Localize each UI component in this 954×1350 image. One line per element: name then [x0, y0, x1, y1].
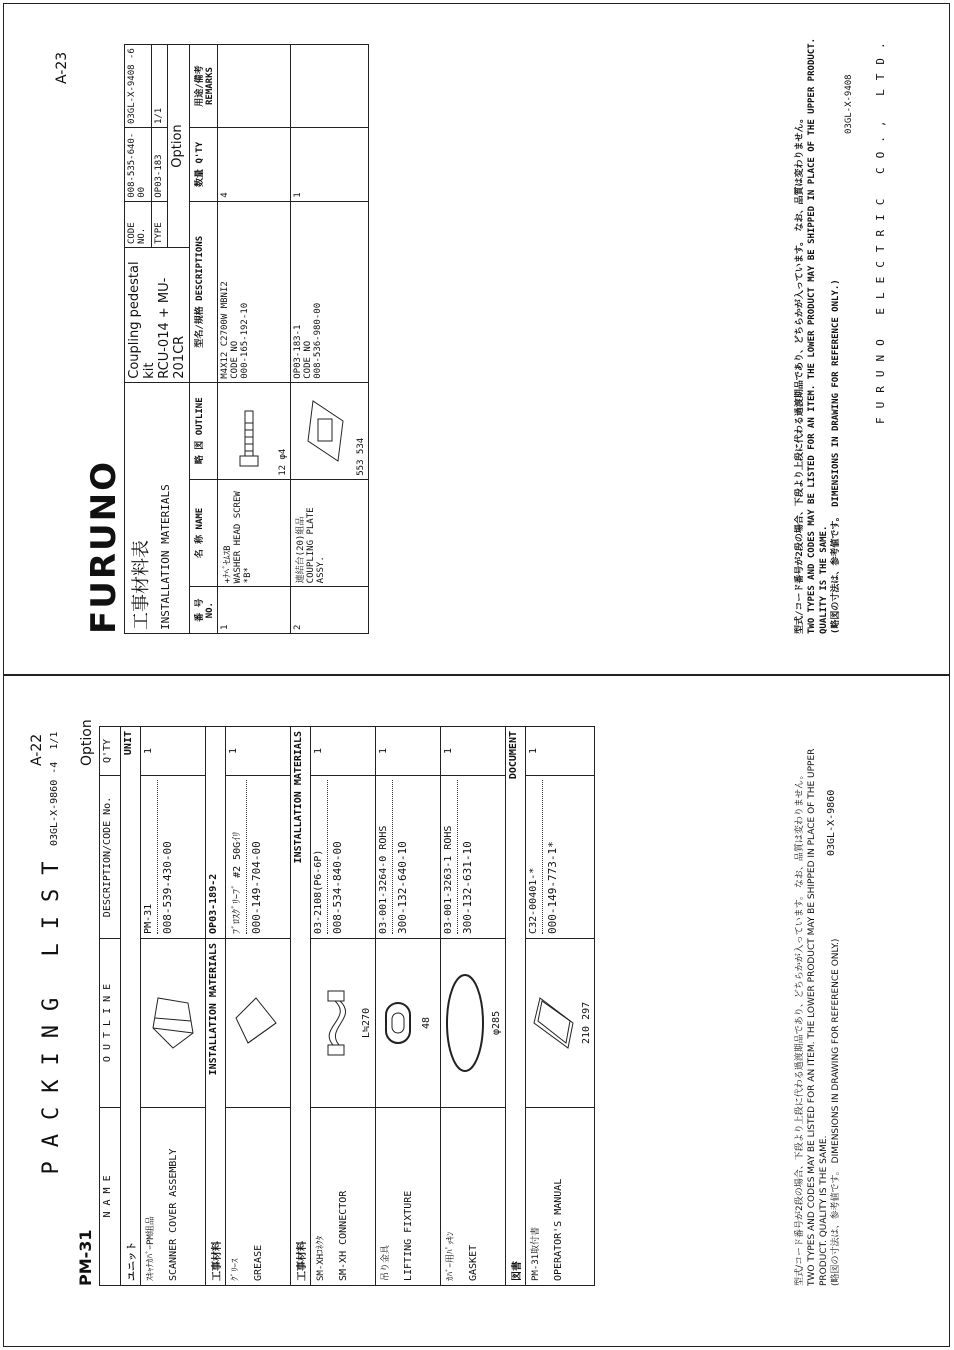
connector-cable-icon — [313, 983, 358, 1063]
code-value: 008-534-840-00 — [331, 841, 344, 934]
item-qty: 1 — [226, 727, 291, 776]
item-qty: 1 — [441, 727, 506, 776]
category-jp: 工事材料 — [212, 1241, 223, 1281]
grease-pack-icon — [228, 983, 283, 1063]
category-en: UNIT — [123, 731, 134, 756]
bottom-code: 03GL-X-9408 — [844, 74, 854, 134]
item-qty: 1 — [376, 727, 441, 776]
doc-code: 03GL-X-9408 -6 — [125, 45, 152, 128]
note-en: TWO TYPES AND CODES MAY BE LISTED FOR AN ITEM. THE LOWER PRODUCT MAY BE SHIPPED IN PLACE OF THE UPPER PRODUCT. QUALITY IS THE SAME. — [807, 748, 829, 1286]
item-jp: ｶﾊﾞｰ用ﾊﾟｯｷﾝ — [446, 1231, 456, 1281]
code-value: 300-132-640-10 — [396, 841, 409, 934]
code-value: 000-165-192-10 — [240, 302, 250, 379]
scanner-cover-icon — [143, 983, 198, 1063]
code-value: 300-132-631-10 — [461, 841, 474, 934]
code-label: CODE NO — [230, 340, 240, 379]
item-qty: 1 — [291, 128, 369, 202]
outline-note: L≒270 — [361, 1007, 372, 1038]
item-jp: ｸﾞﾘｰｽ — [231, 1258, 241, 1281]
desc-text: 03-001-3263-1 ROHS — [443, 780, 458, 934]
notes — [794, 34, 842, 634]
category-en: INSTALLATION MATERIALS — [293, 731, 304, 864]
table-row — [441, 727, 506, 1286]
page-number: A-23 — [54, 51, 70, 84]
category-jp: 図書 — [512, 1261, 523, 1281]
option-label: Option — [168, 45, 190, 248]
code-value: 008-539-430-00 — [161, 841, 174, 934]
item-desc — [218, 201, 291, 382]
item-remarks — [291, 45, 369, 128]
item-name — [218, 479, 291, 587]
outline-note: 12 φ4 — [278, 448, 288, 476]
model-name: PM-31 — [76, 1229, 95, 1286]
page-number: A-22 — [29, 733, 45, 766]
doc-code: 03GL-X-9860 -4 1/1 — [49, 731, 60, 846]
table-row — [226, 727, 291, 1286]
header-outline: 略 図 OUTLINE — [190, 382, 218, 479]
item-outline — [291, 382, 369, 479]
header-qty: 数量 Q'TY — [190, 128, 218, 202]
note-ref: (略図の寸法は、参考値です。 DIMENSIONS IN DRAWING FOR REFERENCE ONLY.) — [831, 279, 841, 634]
item-jp: SM-XHｺﾈｸﾀ — [316, 1235, 326, 1281]
item-en: SM-XH CONNECTOR — [338, 1190, 349, 1281]
item-en: OPERATOR'S MANUAL — [553, 1178, 564, 1281]
header-description: DESCRIPTION/CODE No. — [100, 776, 121, 939]
packing-list-sheet — [3, 675, 950, 1347]
table-row — [291, 45, 369, 634]
desc-text: PM-31 — [143, 780, 158, 934]
code-label: CODE NO — [303, 340, 313, 379]
installation-materials-panel — [24, 24, 924, 654]
item-en: SCANNER COVER ASSEMBLY — [168, 1148, 179, 1281]
item-jp: 吊り金具 — [381, 1244, 391, 1281]
type-value: OP03-183 — [152, 128, 168, 202]
table-row — [141, 727, 206, 1286]
type-label: TYPE — [152, 201, 168, 247]
gasket-icon — [443, 968, 488, 1078]
jp-title: 工事材料表 — [131, 540, 152, 630]
category-row — [121, 727, 141, 1286]
category-row — [291, 727, 311, 1286]
item-qty: 1 — [311, 727, 376, 776]
category-row — [506, 727, 526, 1286]
item-remarks — [218, 45, 291, 128]
desc-text: 03-001-3264-0 ROHS — [378, 780, 393, 934]
furuno-logo: FURUNO — [84, 460, 124, 634]
lifting-fixture-icon — [378, 983, 418, 1063]
item-outline — [218, 382, 291, 479]
item-jp: ｽｷｬﾅｶﾊﾞｰPM組品 — [146, 1216, 156, 1281]
item-en: COUPLING PLATE ASSY. — [306, 507, 326, 584]
item-no: 1 — [218, 587, 291, 634]
header-no: 番 号 NO. — [190, 587, 218, 634]
item-en: WASHER HEAD SCREW *B* — [233, 491, 253, 584]
title-cell — [125, 382, 190, 633]
category-jp: ユニット — [127, 1241, 138, 1281]
item-qty: 1 — [526, 727, 595, 776]
sheet-number: 1/1 — [152, 45, 168, 128]
packing-list-panel — [24, 696, 924, 1326]
header-desc: 型名/規格 DESCRIPTIONS — [190, 201, 218, 382]
desc-text: ﾌﾞﾛｽｸﾞﾘｰﾌﾞ #2 50Gｲﾘ — [228, 780, 247, 934]
outline-note: φ285 — [491, 1010, 502, 1035]
item-qty: 1 — [141, 727, 206, 776]
kit-cell — [125, 248, 190, 383]
header-name: 名 称 NAME — [190, 479, 218, 587]
header-outline: O U T L I N E — [100, 938, 121, 1107]
screw-icon — [220, 386, 275, 476]
code-value: 000-149-704-00 — [250, 841, 263, 934]
packing-table — [99, 726, 595, 1286]
item-name — [291, 479, 369, 587]
kit-model: RCU-014 + MU-201CR — [157, 277, 187, 379]
category-row — [206, 727, 226, 1286]
item-jp: PM-31取付書 — [531, 1226, 541, 1281]
option-label: Option — [79, 719, 95, 766]
category-code: OP03-189-2 — [206, 727, 226, 939]
kit-name: Coupling pedestal kit — [127, 261, 157, 379]
table-row — [376, 727, 441, 1286]
item-no: 2 — [291, 587, 369, 634]
page-title: PACKING LIST — [39, 847, 64, 1175]
item-jp: 連結台(20)組品 — [296, 516, 306, 584]
desc-text: M4X12 C2700W MBNI2 — [220, 281, 230, 379]
category-en: DOCUMENT — [508, 731, 519, 780]
header-remarks: 用途/備考 REMARKS — [190, 45, 218, 128]
outline-note: 48 — [421, 1016, 432, 1029]
item-en: GREASE — [253, 1244, 264, 1281]
note-en: TWO TYPES AND CODES MAY BE LISTED FOR AN ITEM. THE LOWER PRODUCT MAY BE SHIPPED IN PLACE OF THE UPPER PRODUCT. QUALITY IS THE SAME. — [807, 37, 829, 634]
outline-note: 210 297 — [581, 1001, 592, 1045]
header-qty: Q'TY — [100, 727, 121, 776]
item-desc — [291, 201, 369, 382]
table-row — [218, 45, 291, 634]
header-name: N A M E — [100, 1107, 121, 1285]
code-no-value: 008-535-640-00 — [125, 128, 152, 202]
company-name: FURUNO ELECTRIC CO., LTD. — [874, 33, 887, 424]
installation-materials-sheet — [3, 3, 950, 675]
bottom-code: 03GL-X-9860 — [826, 789, 837, 856]
note-jp: 型式/コード番号が2段の場合、下段より上段に代わる過渡期品であり、どちらかが入っています。 なお、品質は変わりません。 — [795, 770, 805, 1286]
item-en: LIFTING FIXTURE — [403, 1190, 414, 1281]
table-row — [526, 727, 595, 1286]
item-qty: 4 — [218, 128, 291, 202]
item-jp: +ﾅﾍﾞｾﾑｽB — [223, 545, 233, 584]
note-ref: (略図の寸法は、参考値です。 DIMENSIONS IN DRAWING FOR REFERENCE ONLY.) — [831, 938, 841, 1286]
code-value: 008-536-980-00 — [313, 302, 323, 379]
installation-table — [124, 44, 369, 634]
outline-note: 553 534 — [356, 437, 366, 476]
desc-text: 03-2108(P6-6P) — [313, 780, 328, 934]
code-value: 000-149-773-1* — [546, 841, 559, 934]
note-jp: 型式/コード番号が2段の場合、下段より上段に代わる過渡期品であり、どちらかが入っています。 なお、品質は変わりません。 — [795, 113, 805, 634]
manual-icon — [528, 983, 578, 1063]
en-title: INSTALLATION MATERIALS — [159, 484, 172, 630]
category-jp: 工事材料 — [297, 1241, 308, 1281]
coupling-plate-icon — [293, 386, 353, 476]
item-en: GASKET — [468, 1244, 479, 1281]
code-no-label: CODE NO. — [125, 201, 152, 247]
desc-text: C32-00401-* — [528, 780, 543, 934]
table-row — [311, 727, 376, 1286]
category-en: INSTALLATION MATERIALS — [208, 942, 219, 1076]
desc-text: OP03-183-1 — [293, 324, 303, 379]
